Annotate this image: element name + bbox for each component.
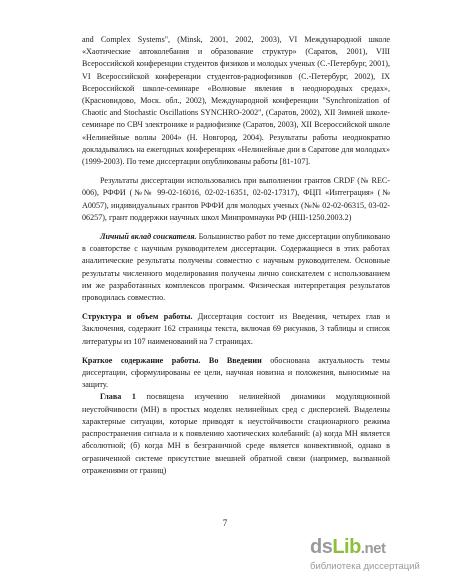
paragraph-text [200, 356, 208, 365]
emphasis-text: Личный вклад соискателя. [100, 232, 197, 242]
paragraph-text: посвящена изучению нелинейной динамики модуляционной неустойчивости (МН) в простых моделях нелинейных сред с дисперсией. Выделены характерные ситуации, которые приводят к неустойчивости стационарного режима распространения сигнала и к появлению хаотических колебаний: (а) когда МН является абсолютной; (б) когда МН в безграничной среде является конвективной, однако в ограниченной системе присутствие внешней обратной связи (например, вызванной отражениями от границ) [82, 392, 390, 475]
paragraph-text: Большинство работ по теме диссертации опубликовано в соавторстве с научным руководителем диссертации. Содержащиеся в этих работах аналитические результаты получены совместно с научным руководителем. Основные результаты численного моделирования получены лично соискателем с использованием им же разработанных комплексов программ. Физическая интерпретация результатов проводилась совместно. [82, 232, 390, 303]
watermark-caption: библиотека диссертаций [310, 561, 420, 572]
page-number: 7 [222, 518, 228, 528]
paragraph [82, 34, 390, 168]
emphasis-text: Краткое содержание работы. [82, 355, 201, 365]
paragraph [82, 355, 390, 392]
paragraph [82, 311, 390, 348]
emphasis-text: Структура и объем работы. [82, 312, 193, 322]
paragraph-text: Диссертация состоит из Введения, четырех глав и Заключения, содержит 162 страницы текста, включая 69 рисунков, 3 таблицы и список литературы из 107 наименований на 7 страницах. [82, 312, 390, 346]
emphasis-text: Глава 1 [100, 392, 136, 402]
paragraph-text: and Complex Systems", (Minsk, 2001, 2002, 2003), VI Международной школе «Хаотические автоколебания и образование структур» (Саратов, 2001), VIII Всероссийской конференции студентов физиков и молодых ученых (С.-Петербург, 2001), VI Всероссийской конференции студентов-радиофизиков (С.-Петербург, 2002), IX Всероссийской школе-семинаре «Волновые явления в неоднородных средах», (Красновидово, Моск. обл., 2002), Международной конференции "Synchronization of Chaotic and Stochastic Oscillations SYNCHRO-2002", (Саратов, 2002), XII Зимней школе-семинаре по СВЧ электронике и радиофизике (Саратов, 2003), XII Всероссийской школе «Нелинейные волны 2004» (Н. Новгород, 2004). Результаты работы неоднократно докладывались на ежегодных конференциях «Нелинейные дни в Саратове для молодых» (1999-2003). По теме диссертации опубликованы работы [81-107]. [82, 35, 390, 167]
paragraph-text: Результаты диссертации использовались при выполнении грантов CRDF (№ REC-006), РФФИ (№№ 99-02-16016, 02-02-16351, 02-02-17317), ФЦП «Интеграция» (№ А0057), индивидуальных грантов РФФИ для молодых ученых (№№ 02-02-06315, 03-02-06257), грант поддержки научных школ Минпромнауки РФ (НШ-1250.2003.2) [82, 176, 390, 222]
paragraph [82, 175, 390, 224]
body-text [82, 34, 390, 477]
watermark-logo: dsLib.net [310, 536, 386, 558]
paragraph [82, 231, 390, 304]
paragraph-text: обоснована актуальность темы диссертации, сформулированы ее цели, научная новизна и положения, выносимые на защиту. [82, 355, 390, 390]
watermark [310, 536, 442, 576]
emphasis-text: Во Введении [208, 355, 262, 365]
paragraph [82, 391, 390, 476]
